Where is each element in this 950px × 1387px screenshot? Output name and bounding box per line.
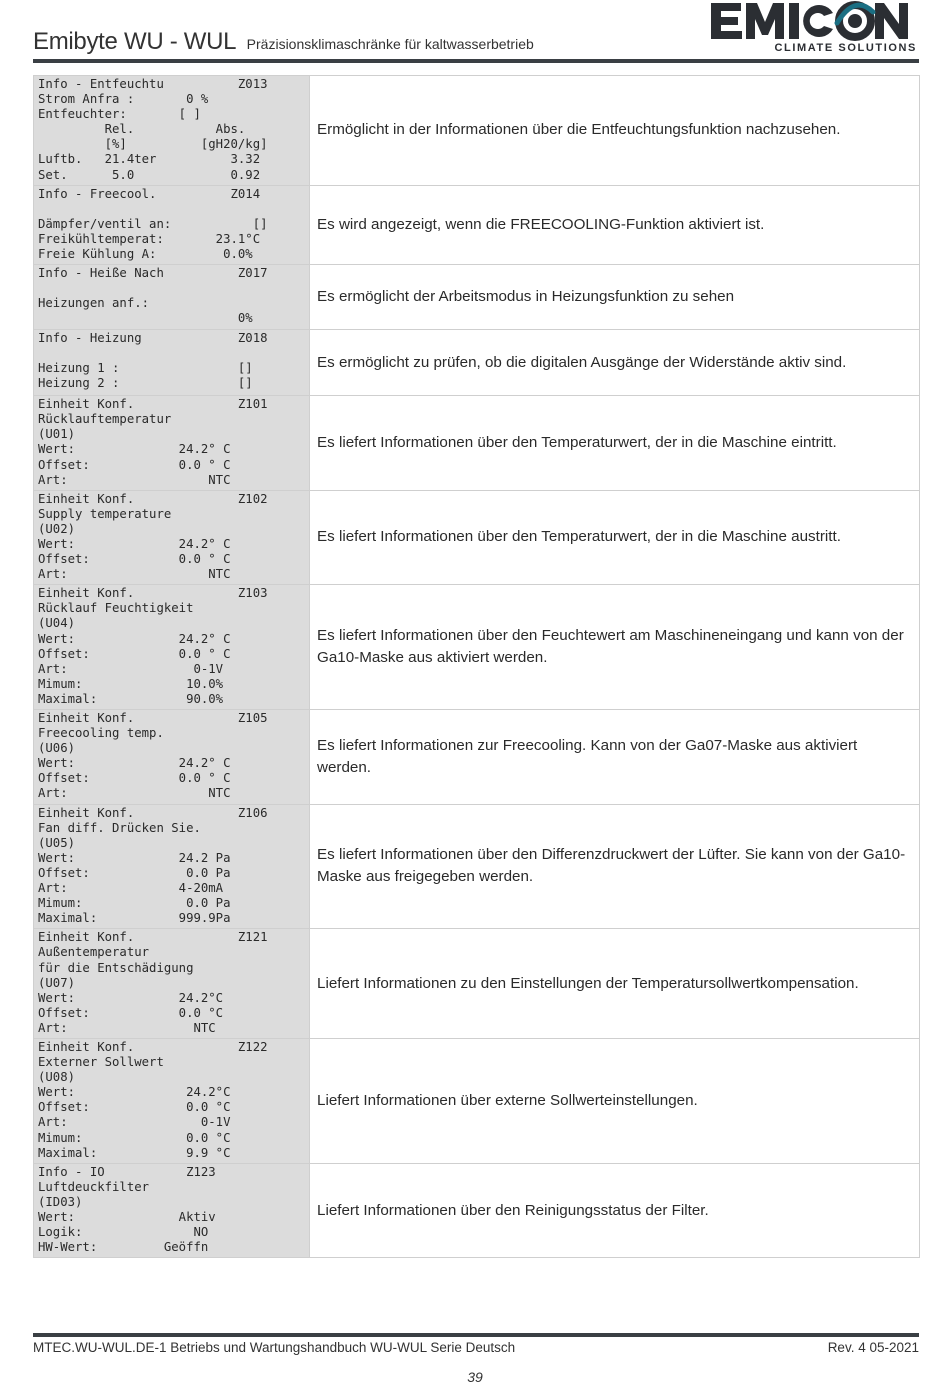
lcd-screen-cell: [34, 1163, 310, 1258]
description-cell: Es liefert Informationen über den Feuchtewert am Maschineneingang und kann von der Ga10-Maske aus aktiviert werden.: [310, 585, 920, 710]
description-cell: Es liefert Informationen über den Temperaturwert, der in die Maschine eintritt.: [310, 396, 920, 491]
table-row: [34, 1038, 920, 1163]
lcd-screen-text: Einheit Konf. Z105 Freecooling temp. (U06) Wert: 24.2° C Offset: 0.0 ° C Art: NTC: [38, 711, 268, 801]
lcd-screen-cell: [34, 330, 310, 396]
lcd-screen-cell: [34, 490, 310, 585]
info-mask-table: [33, 75, 920, 1258]
table-row: [34, 710, 920, 805]
description-cell: Liefert Informationen über den Reinigungsstatus der Filter.: [310, 1163, 920, 1258]
description-cell: Es ermöglicht zu prüfen, ob die digitalen Ausgänge der Widerstände aktiv sind.: [310, 330, 920, 396]
header-title-block: [33, 28, 534, 56]
footer-document-code: MTEC.WU-WUL.DE-1 Betriebs und Wartungshandbuch WU-WUL Serie Deutsch: [33, 1340, 516, 1355]
table-row: [34, 490, 920, 585]
lcd-screen-text: Info - IO Z123 Luftdeuckfilter (ID03) Wert: Aktiv Logik: NO HW-Wert: Geöffn: [38, 1164, 216, 1255]
table-row: [34, 330, 920, 396]
lcd-screen-cell: [34, 804, 310, 929]
lcd-screen-cell: [34, 1038, 310, 1163]
table-row: [34, 585, 920, 710]
lcd-screen-cell: [34, 929, 310, 1039]
table-row: [34, 1163, 920, 1258]
lcd-screen-text: Info - Freecool. Z014 Dämpfer/ventil an: [] Freikühltemperat: 23.1°C Freie Kühlung A: 0.0%: [38, 186, 268, 262]
table-row: [34, 185, 920, 264]
page-header: [33, 0, 919, 64]
description-cell: Es liefert Informationen zur Freecooling. Kann von der Ga07-Maske aus aktiviert werden.: [310, 710, 920, 805]
logo-ring-core: [848, 14, 862, 28]
table-row: [34, 76, 920, 186]
description-cell: Ermöglicht in der Informationen über die Entfeuchtungsfunktion nachzusehen.: [310, 76, 920, 186]
page-number: 39: [467, 1369, 483, 1385]
lcd-screen-text: Einheit Konf. Z106 Fan diff. Drücken Sie. (U05) Wert: 24.2 Pa Offset: 0.0 Pa Art: 4-20mA Mimum: 0.0 Pa Maximal: 999.9Pa: [38, 805, 268, 926]
lcd-screen-cell: [34, 185, 310, 264]
table-row: [34, 804, 920, 929]
footer-revision: Rev. 4 05-2021: [827, 1340, 919, 1355]
lcd-screen-cell: [34, 265, 310, 330]
lcd-screen-text: Einheit Konf. Z103 Rücklauf Feuchtigkeit (U04) Wert: 24.2° C Offset: 0.0 ° C Art: 0-1V Mimum: 10.0% Maximal: 90.0%: [38, 586, 268, 706]
lcd-screen-cell: [34, 710, 310, 805]
lcd-screen-cell: [34, 585, 310, 710]
lcd-screen-text: Info - Heiße Nach Z017 Heizungen anf.: 0%: [38, 266, 268, 326]
description-cell: Es liefert Informationen über den Temperaturwert, der in die Maschine austritt.: [310, 490, 920, 585]
lcd-screen-text: Info - Heizung Z018 Heizung 1 : [] Heizung 2 : []: [38, 331, 268, 391]
lcd-screen-text: Einheit Konf. Z122 Externer Sollwert (U08) Wert: 24.2°C Offset: 0.0 °C Art: 0-1V Mimum: 0.0 °C Maximal: 9.9 °C: [38, 1039, 268, 1160]
emicon-logo: [709, 0, 919, 54]
description-cell: Es ermöglicht der Arbeitsmodus in Heizungsfunktion zu sehen: [310, 265, 920, 330]
table-row: [34, 929, 920, 1039]
document-title: Emibyte WU - WUL: [33, 28, 237, 55]
lcd-screen-text: Einheit Konf. Z102 Supply temperature (U02) Wert: 24.2° C Offset: 0.0 ° C Art: NTC: [38, 491, 268, 582]
table-row: [34, 396, 920, 491]
header-divider: [33, 59, 919, 63]
lcd-screen-cell: [34, 396, 310, 491]
lcd-screen-text: Einheit Konf. Z101 Rücklauftemperatur (U01) Wert: 24.2° C Offset: 0.0 ° C Art: NTC: [38, 397, 268, 487]
document-subtitle: Präzisionsklimaschränke für kaltwasserbetrieb: [246, 36, 534, 52]
table-row: [34, 265, 920, 330]
footer-divider: [33, 1333, 919, 1337]
lcd-screen-cell: [34, 76, 310, 186]
lcd-screen-text: Info - Entfeuchtu Z013 Strom Anfra : 0 % Entfeuchter: [ ] Rel. Abs. [%] [gH20/kg] Luftb. 21.4ter 3.32 Set. 5.0 0.92: [38, 77, 268, 182]
logo-tagline: CLIMATE SOLUTIONS: [774, 42, 917, 54]
description-cell: Es liefert Informationen über den Differenzdruckwert der Lüfter. Sie kann von der Ga10-Maske aus freigegeben werden.: [310, 804, 920, 929]
description-cell: Es wird angezeigt, wenn die FREECOOLING-Funktion aktiviert ist.: [310, 185, 920, 264]
description-cell: Liefert Informationen zu den Einstellungen der Temperatursollwertkompensation.: [310, 929, 920, 1039]
description-cell: Liefert Informationen über externe Sollwerteinstellungen.: [310, 1038, 920, 1163]
lcd-screen-text: Einheit Konf. Z121 Außentemperatur für die Entschädigung (U07) Wert: 24.2°C Offset: 0.0 °C Art: NTC: [38, 930, 268, 1035]
logo-wordmark: [711, 3, 908, 39]
